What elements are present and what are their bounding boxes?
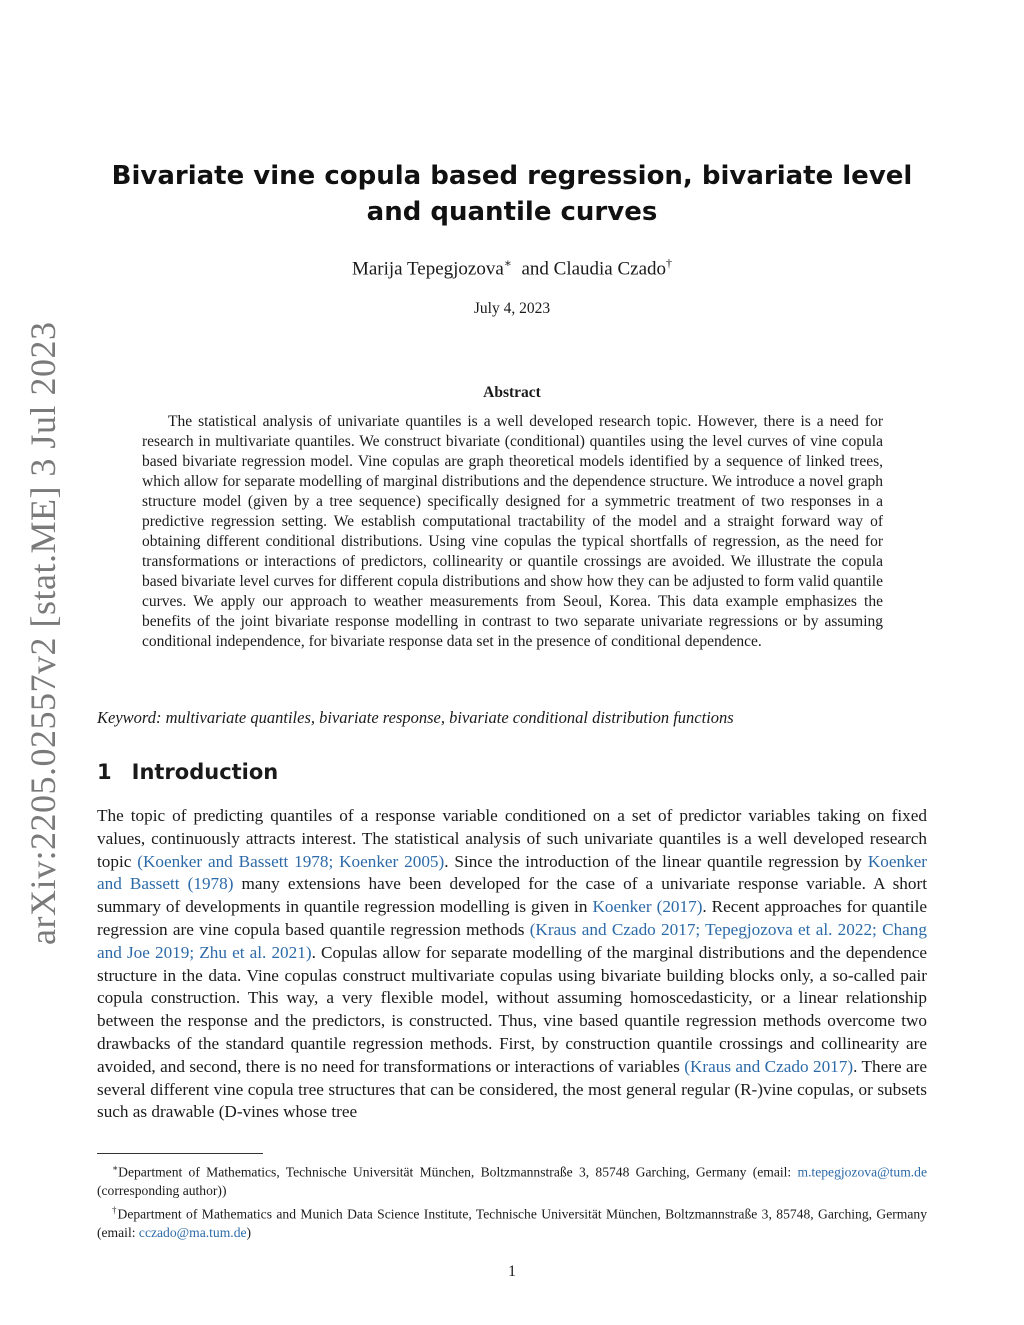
email-link[interactable]: cczado@ma.tum.de xyxy=(138,1224,247,1240)
footnote-text: Department of Mathematics, Technische Universität München, Boltzmannstraße 3, 85748 Garching, Germany (email: xyxy=(118,1164,798,1180)
author-name: Marija Tepegjozova xyxy=(351,258,504,280)
footnote-text: Department of Mathematics and Munich Data Science Institute, Technische Universität München, Boltzmannstraße 3, 85748, Garching, Germany (email: xyxy=(97,1206,927,1240)
body-text-run: . Since the introduction of the linear quantile regression by xyxy=(444,851,868,871)
abstract-text: The statistical analysis of univariate quantiles is a well developed research topic. However, there is a need for research in multivariate quantiles. We construct bivariate (conditional) quantiles using the level curves of vine copula based bivariate regression model. Vine copulas are graph theoretical models identified by a sequence of linked trees, which allow for separate modelling of marginal distributions and the dependence structure. We introduce a novel graph structure model (given by a tree sequence) specifically designed for a symmetric treatment of two responses in a predictive regression setting. We establish computational tractability of the model and a straight forward way of obtaining different conditional distributions. Using vine copulas the typical shortfalls of regression, as the need for transformations or interactions of predictors, collinearity or quantile crossings are avoided. We illustrate the copula based bivariate level curves for different copula distributions and show how they can be adjusted to form valid quantile curves. We apply our approach to weather measurements from Seoul, Korea. This data example emphasizes the benefits of the joint bivariate response modelling in contrast to two separate univariate regressions or by assuming conditional independence, for bivariate response data set in the presence of conditional dependence. xyxy=(142,413,883,650)
author-name: Claudia Czado xyxy=(553,258,667,280)
footnote-divider xyxy=(97,1153,263,1154)
author-line xyxy=(110,256,914,280)
footnote-first-author xyxy=(97,1159,927,1201)
footnote-second-author xyxy=(97,1201,927,1243)
citation-link[interactable]: (Kraus and Czado 2017) xyxy=(684,1056,854,1076)
page-number: 1 xyxy=(508,1263,516,1280)
section-title: Introduction xyxy=(131,760,279,784)
footnotes xyxy=(97,1159,927,1242)
publication-date: July 4, 2023 xyxy=(473,300,551,317)
body-text-run: . Copulas allow for separate modelling of the marginal distributions and the dependence structure in the data. Vine copulas construct multivariate copulas using bivariate building blocks only, a so-called pair copula construction. This way, a very flexible model, without assuming homoscedasticity, or a linear relationship between the response and the predictors, is constructed. Thus, vine based quantile regression methods overcome two drawbacks of the standard quantile regression methods. First, by construction quantile crossings and collinearity are avoided, and second, there is no need for transformations or interactions of variables xyxy=(97,942,927,1076)
footnote-text: ) xyxy=(246,1224,252,1240)
body-text-run: The topic of predicting quantiles of a response variable conditioned on a set of predictor variables taking on fixed values, continuously attracts interest. The statistical analysis of such univariate quantiles is a well developed research topic xyxy=(97,806,927,871)
citation-link[interactable]: Koenker (2017) xyxy=(592,897,703,917)
footnote-text: (corresponding author)) xyxy=(97,1183,227,1199)
section-heading xyxy=(97,760,278,784)
section-number: 1 xyxy=(97,760,112,784)
keywords-line: Keyword: multivariate quantiles, bivariate response, bivariate conditional distribution functions xyxy=(97,708,734,727)
footnote-marker: ∗ xyxy=(112,1163,119,1173)
abstract-heading: Abstract xyxy=(483,384,541,401)
paper-title: Bivariate vine copula based regression, bivariate level and quantile curves xyxy=(111,161,913,227)
citation-link[interactable]: (Koenker and Bassett 1978; Koenker 2005) xyxy=(137,851,445,871)
body-text-run: many extensions have been developed for the case of a univariate response variable. A short summary of developments in quantile regression modelling is given in xyxy=(97,874,927,917)
introduction-paragraph xyxy=(97,805,927,1124)
citation-link[interactable]: Koenker and Bassett (1978) xyxy=(97,851,927,894)
citation-link[interactable]: (Kraus and Czado 2017; Tepegjozova et al. 2022; Chang and Joe 2019; Zhu et al. 2021) xyxy=(97,919,927,962)
author-connector: and xyxy=(521,258,549,280)
footnote-marker[interactable]: † xyxy=(666,256,673,270)
arxiv-identifier-stamp: arXiv:2205.02557v2 [stat.ME] 3 Jul 2023 xyxy=(23,321,63,945)
footnote-marker[interactable]: ∗ xyxy=(503,256,512,270)
body-text-run: . Recent approaches for quantile regression are vine copula based quantile regression methods xyxy=(97,897,927,939)
footnote-marker: † xyxy=(112,1204,118,1215)
body-text-run: . There are several different vine copula tree structures that can be considered, the most general regular (R-)vine copulas, or subsets such as drawable (D-vines whose tree xyxy=(97,1056,927,1122)
email-link[interactable]: m.tepegjozova@tum.de xyxy=(797,1164,927,1180)
